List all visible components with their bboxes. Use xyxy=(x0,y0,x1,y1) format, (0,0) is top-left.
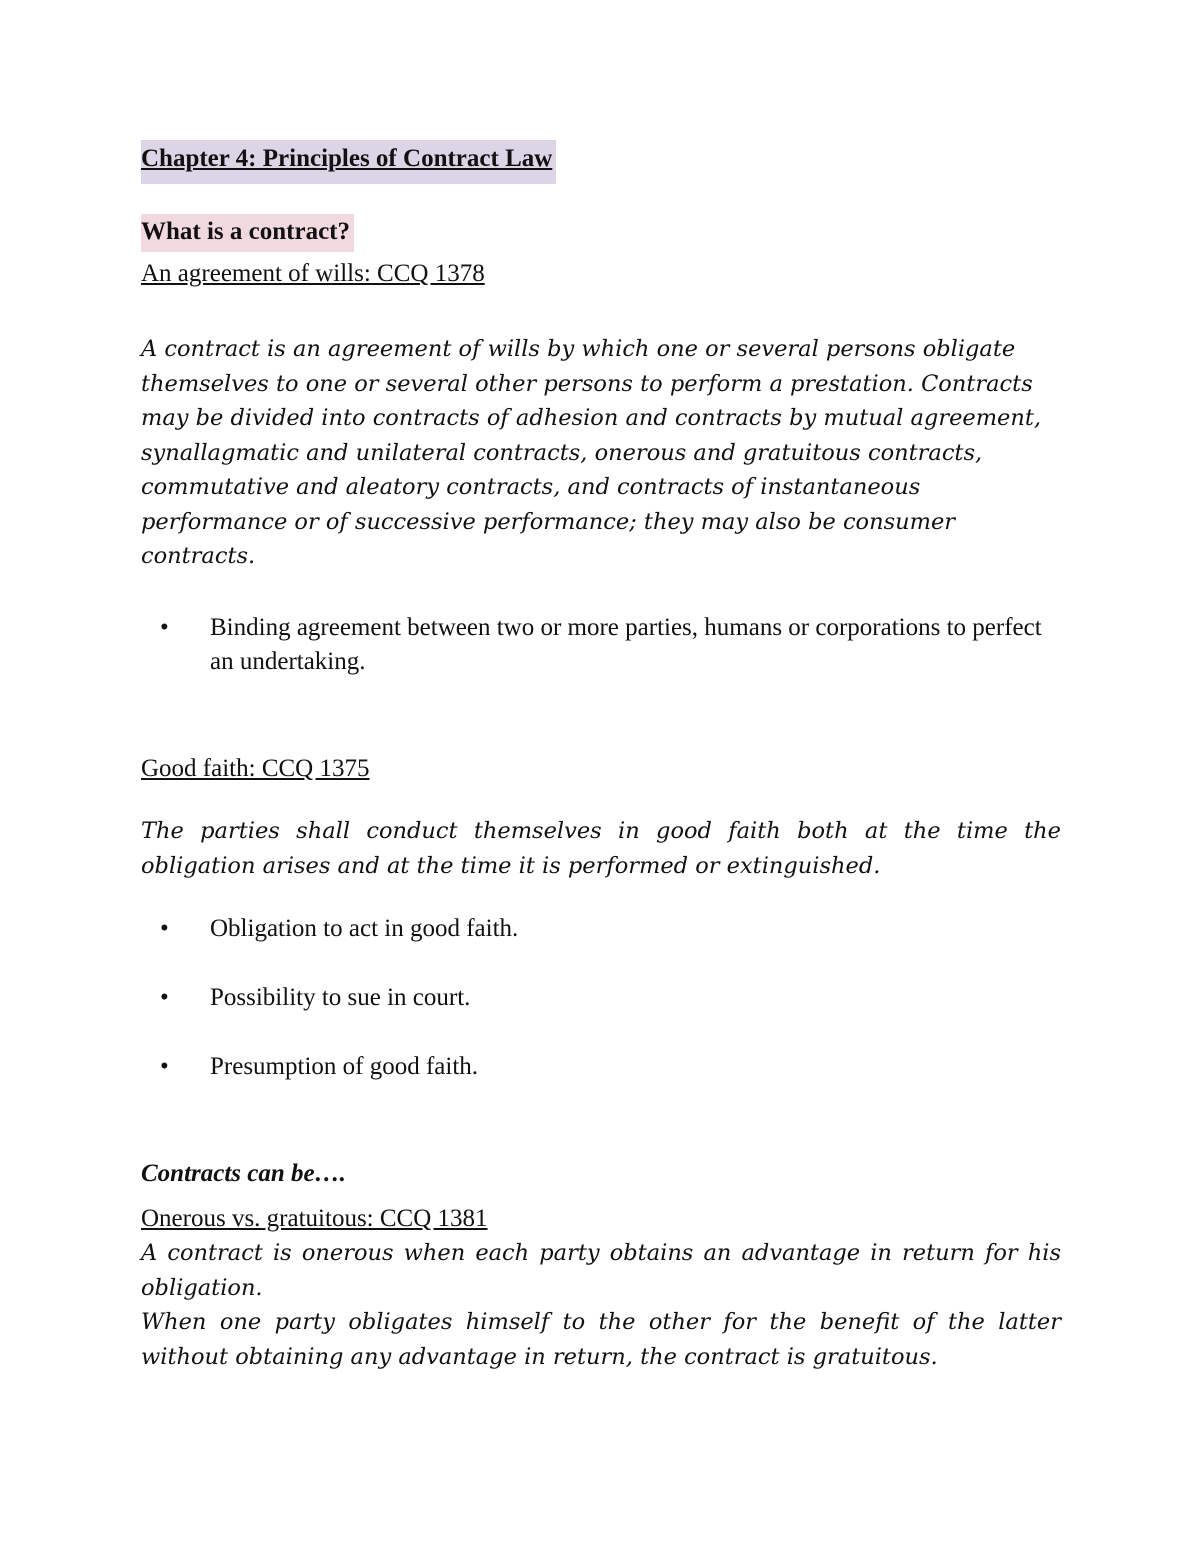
section-heading-contracts-can-be: Contracts can be…. xyxy=(141,1160,346,1187)
subtitle-onerous-gratuitous: Onerous vs. gratuitous: CCQ 1381 xyxy=(141,1205,488,1232)
bullet-glyph: • xyxy=(160,915,169,942)
bullet-text: Possibility to sue in court. xyxy=(210,984,471,1011)
quote-ccq-1381-gratuitous: When one party obligates himself to the other for the benefit of the latter without obtaining any advantage in return, the contract is gratuitous. xyxy=(141,1309,1061,1370)
chapter-title: Chapter 4: Principles of Contract Law xyxy=(141,140,556,184)
quote-ccq-1381-onerous: A contract is onerous when each party obtains an advantage in return for his obligation. xyxy=(141,1240,1061,1301)
bullet-glyph: • xyxy=(160,984,169,1011)
bullet-text: Presumption of good faith. xyxy=(210,1053,479,1080)
quote-ccq-1378: A contract is an agreement of wills by which one or several persons obligate themselves to one or several other persons to perform a prestation. Contracts may be divided into contracts of adhesion and contracts by mutual agreement, synallagmatic and unilateral contracts, onerous and gratuitous contracts, commutative and aleatory contracts, and contracts of instantaneous performance or of successive performance; they may also be consumer contracts. xyxy=(141,336,1042,569)
section-heading-what-is-contract: What is a contract? xyxy=(141,214,354,252)
subtitle-agreement-of-wills: An agreement of wills: CCQ 1378 xyxy=(141,260,485,287)
bullet-glyph: • xyxy=(160,614,169,641)
bullet-glyph: • xyxy=(160,1053,169,1080)
bullet-text: Obligation to act in good faith. xyxy=(210,915,519,942)
quote-ccq-1375: The parties shall conduct themselves in good faith both at the time the obligation arises and at the time it is performed or extinguished. xyxy=(141,818,1061,879)
subtitle-good-faith: Good faith: CCQ 1375 xyxy=(141,755,370,782)
bullet-text: Binding agreement between two or more parties, humans or corporations to perfect an undertaking. xyxy=(210,614,1042,675)
